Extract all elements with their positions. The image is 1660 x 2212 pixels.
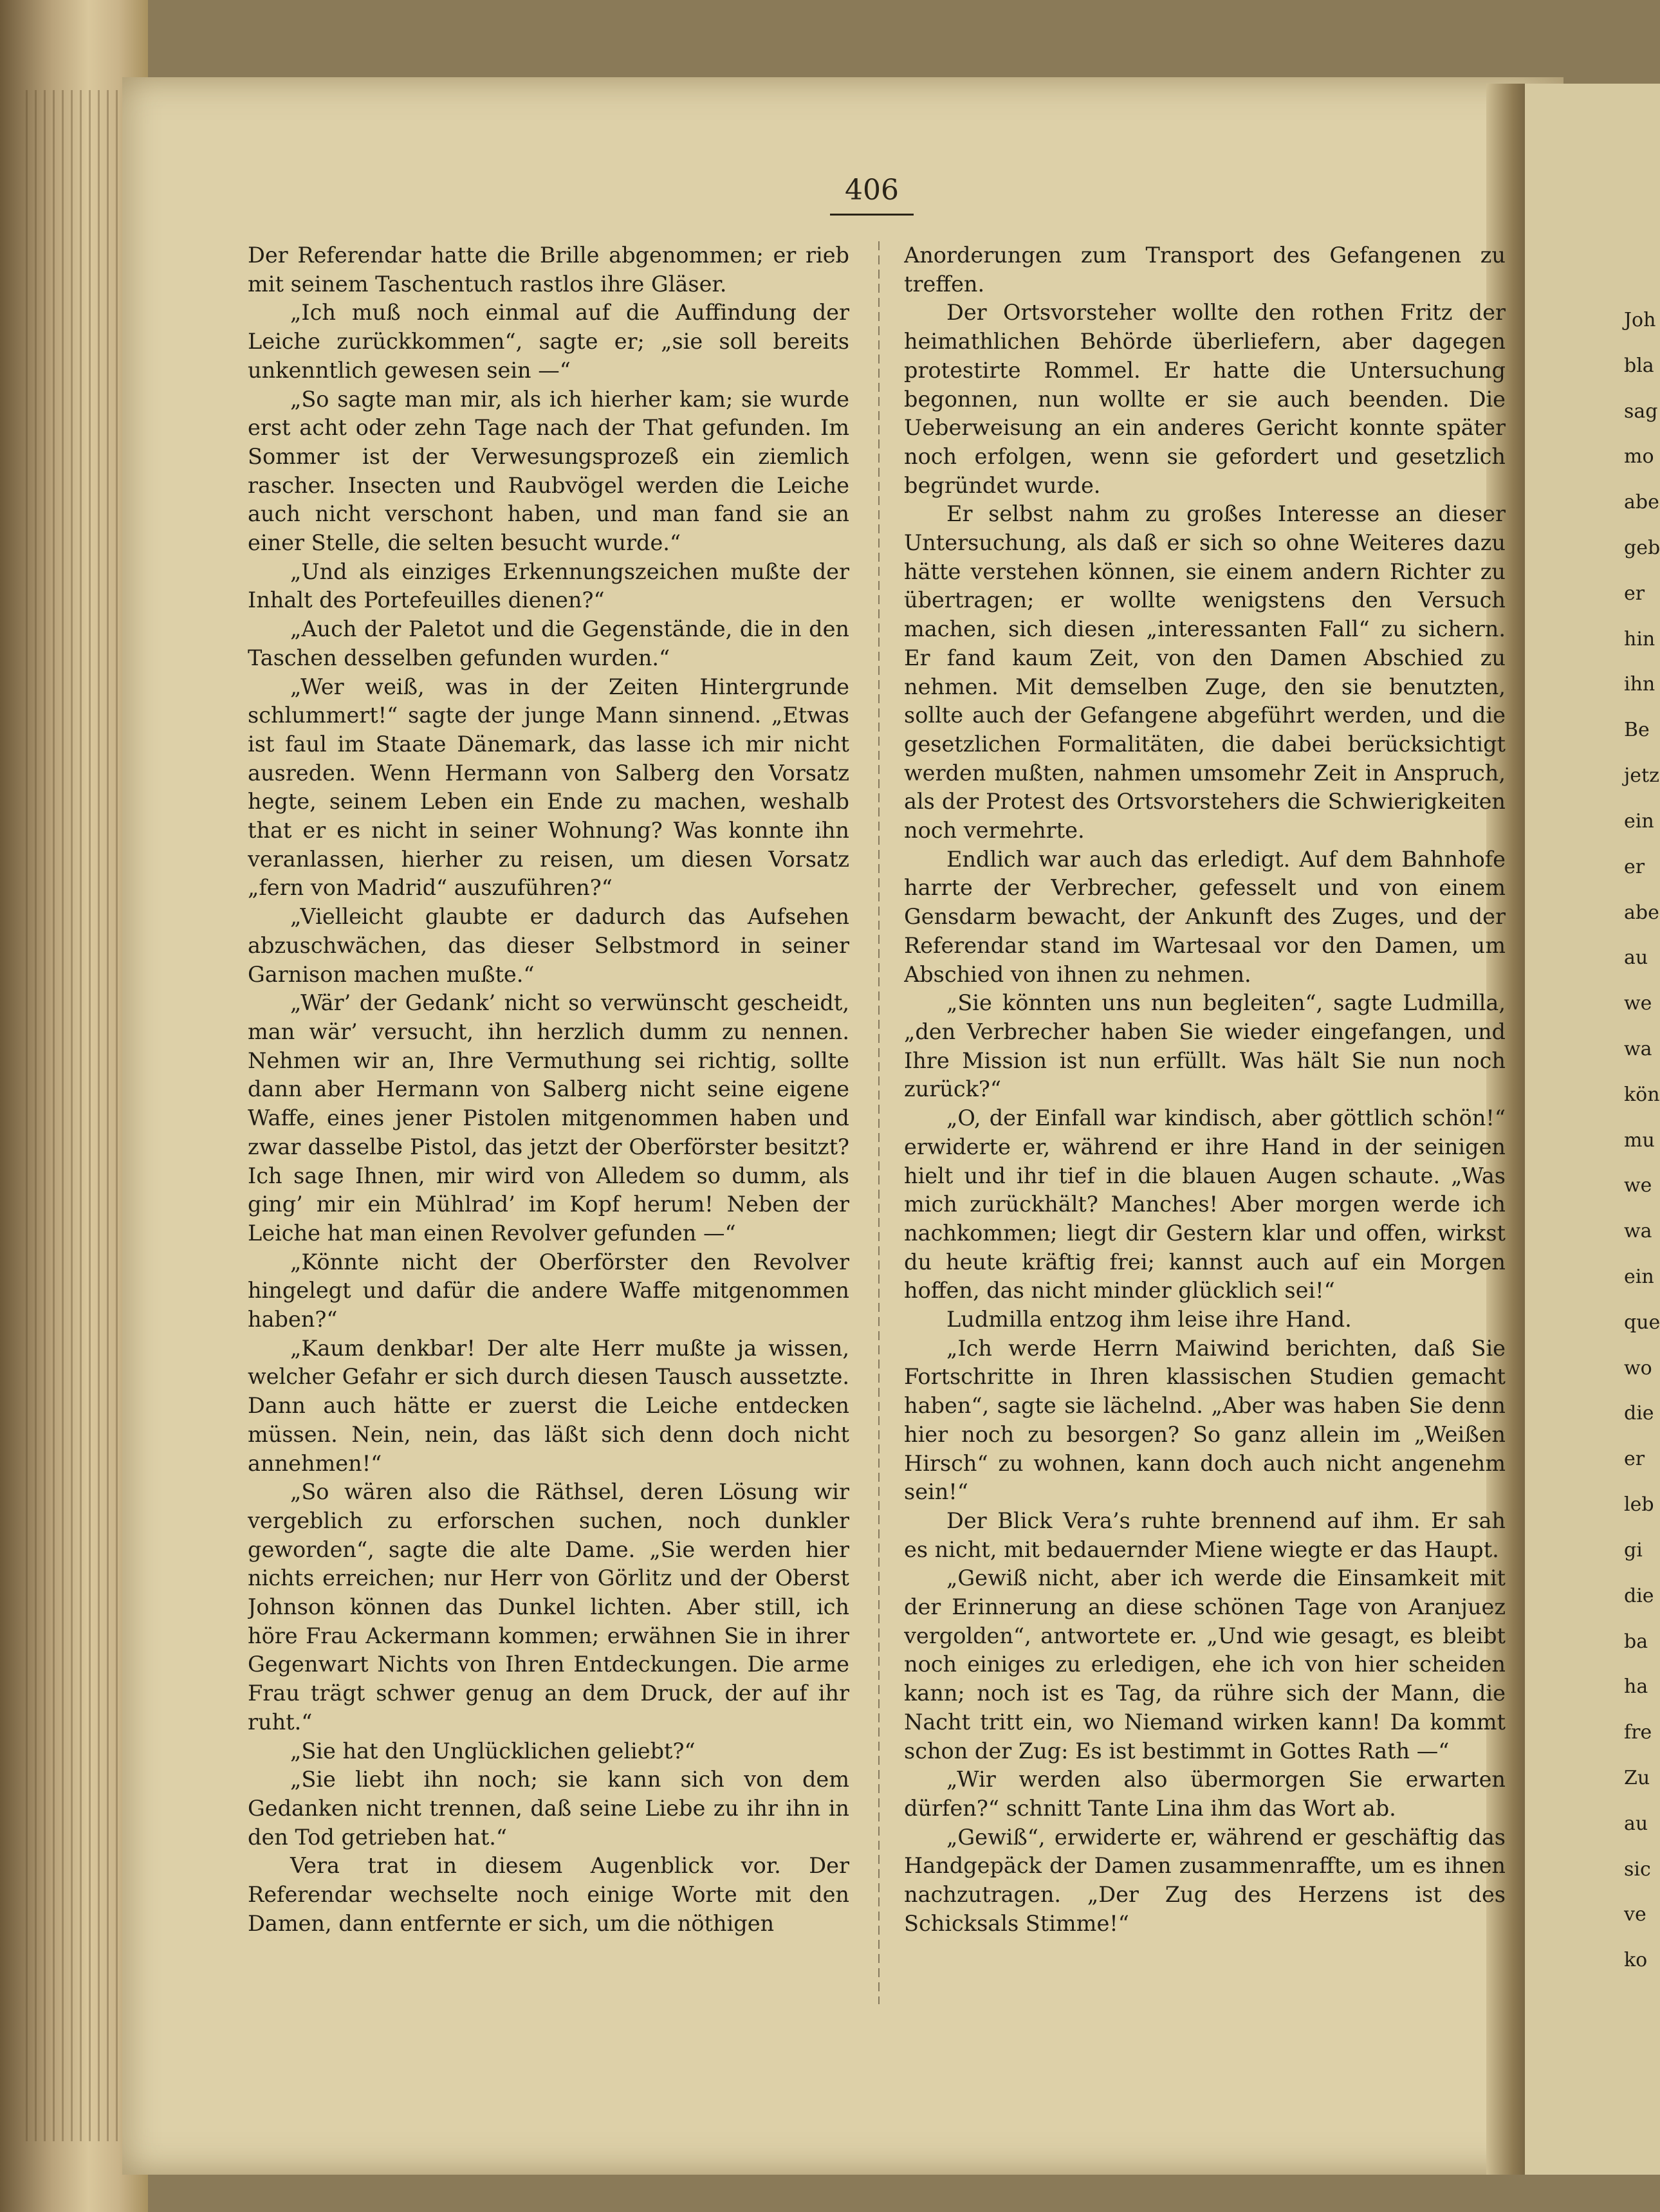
- next-page-fragment: ein: [1624, 810, 1654, 833]
- next-page-fragment: er: [1624, 856, 1645, 878]
- paragraph: „Sie liebt ihn noch; sie kann sich von dem Gedanken nicht trennen, daß seine Liebe zu ihr ihn in den Tod getrieben hat.“: [248, 1767, 849, 1850]
- next-page-fragment: er: [1624, 582, 1645, 605]
- paragraph: „Ich muß noch einmal auf die Auffindung der Leiche zurückkommen“, sagte er; „sie soll bereits unkenntlich gewesen sein —“: [248, 300, 849, 383]
- next-page-fragment: hin: [1624, 628, 1655, 650]
- next-page-fragment: ha: [1624, 1675, 1648, 1698]
- paragraph: „Sie könnten uns nun begleiten“, sagte Ludmilla, „den Verbrecher haben Sie wieder eingefangen, und Ihre Mission ist nun erfüllt. Was hält Sie nun noch zurück?“: [904, 990, 1506, 1102]
- paragraph: Er selbst nahm zu großes Interesse an dieser Untersuchung, als daß er sich so ohne Weiteres dazu hätte verstehen können, sie einem andern Richter zu übertragen; er wollte wenigstens den Versuch machen, sich diesen „interessanten Fall“ zu sichern. Er fand kaum Zeit, von den Damen Abschied zu nehmen. Mit demselben Zuge, den sie benutzten, sollte auch der Gefangene abgeführt werden, und die gesetzlichen Formalitäten, die dabei berücksichtigt werden mußten, nahmen umsomehr Zeit in Anspruch, als der Protest des Ortsvorstehers die Schwierigkeiten noch vermehrte.: [904, 501, 1506, 843]
- paragraph: „O, der Einfall war kindisch, aber göttlich schön!“ erwiderte er, während er ihre Hand in der seinigen hielt und ihr tief in die blauen Augen schaute. „Was mich zurückhält? Manches! Aber morgen werde ich nachkommen; liegt dir Gestern klar und offen, wirkst du heute kräftig frei; kannst auch auf ein Morgen hoffen, das nicht minder glücklich sei!“: [904, 1105, 1506, 1304]
- next-page-fragment: wa: [1624, 1038, 1652, 1060]
- next-page-fragment: fre: [1624, 1721, 1652, 1744]
- paragraph: „Wär’ der Gedank’ nicht so verwünscht gescheidt, man wär’ versucht, ihn herzlich dumm zu nennen. Nehmen wir an, Ihre Vermuthung sei richtig, sollte dann aber Hermann von Salberg nicht seine eigene Waffe, eines jener Pistolen mitgenommen haben und zwar dasselbe Pistol, das jetzt der Oberförster besitzt? Ich sage Ihnen, mir wird von Alledem so dumm, als ging’ mir ein Mühlrad’ im Kopf herum! Neben der Leiche hat man einen Revolver gefunden —“: [248, 990, 849, 1246]
- next-page-fragment: wo: [1624, 1357, 1652, 1379]
- next-page-fragment: au: [1624, 946, 1648, 969]
- paragraph: „Könnte nicht der Oberförster den Revolver hingelegt und dafür die andere Waffe mitgenommen haben?“: [248, 1249, 849, 1332]
- paragraph: Endlich war auch das erledigt. Auf dem Bahnhofe harrte der Verbrecher, gefesselt und von einem Gensdarm bewacht, der Ankunft des Zuges, und der Referendar stand im Wartesaal vor den Damen, um Abschied von ihnen zu nehmen.: [904, 846, 1506, 987]
- next-page-fragment: jetz: [1624, 764, 1659, 787]
- left-text-column: [248, 241, 849, 2152]
- paragraph: „Wer weiß, was in der Zeiten Hintergrunde schlummert!“ sagte der junge Mann sinnend. „Etwas ist faul im Staate Dänemark, das lasse ich mir nicht ausreden. Wenn Hermann von Salberg den Vorsatz hegte, seinem Leben ein Ende zu machen, weshalb that er es nicht in seiner Wohnung? Was konnte ihn veranlassen, hierher zu reisen, um diesen Vorsatz „fern von Madrid“ auszuführen?“: [248, 674, 849, 901]
- next-page-fragment: sic: [1624, 1858, 1651, 1881]
- next-page-fragment: Be: [1624, 719, 1650, 741]
- next-page-fragment: que: [1624, 1311, 1660, 1334]
- paragraph: „So wären also die Räthsel, deren Lösung wir vergeblich zu erforschen suchen, noch dunkler geworden“, sagte die alte Dame. „Sie werden hier nichts erreichen; nur Herr von Görlitz und der Oberst Johnson können das Dunkel lichten. Aber still, ich höre Frau Ackermann kommen; erwähnen Sie in ihrer Gegenwart Nichts von Ihren Entdeckungen. Die arme Frau trägt schwer genug an dem Druck, der auf ihr ruht.“: [248, 1479, 849, 1735]
- next-page-fragment: kön: [1624, 1083, 1660, 1106]
- next-page-fragment: geb: [1624, 537, 1660, 559]
- paragraph: „Sie hat den Unglücklichen geliebt?“: [290, 1738, 696, 1764]
- column-divider: [878, 241, 880, 2004]
- next-page-fragment: gi: [1624, 1539, 1643, 1562]
- right-text-column: [904, 241, 1506, 2152]
- paragraph: Ludmilla entzog ihm leise ihre Hand.: [946, 1307, 1352, 1332]
- page-number: 406: [845, 174, 899, 207]
- paragraph: Der Blick Vera’s ruhte brennend auf ihm. Er sah es nicht, mit bedauernder Miene wiegte er das Haupt.: [904, 1507, 1506, 1562]
- paragraph: Vera trat in diesem Augenblick vor. Der Referendar wechselte noch einige Worte mit den Damen, dann entfernte er sich, um die nöthigen: [248, 1853, 849, 1936]
- next-page-fragment: er: [1624, 1448, 1645, 1470]
- paragraph: „Wir werden also übermorgen Sie erwarten dürfen?“ schnitt Tante Lina ihm das Wort ab.: [904, 1767, 1506, 1821]
- next-page-fragment: ba: [1624, 1630, 1648, 1653]
- next-page-fragment: ko: [1624, 1949, 1648, 1971]
- next-page-fragment: Joh: [1624, 309, 1656, 331]
- paragraph: „Und als einziges Erkennungszeichen mußte der Inhalt des Portefeuilles dienen?“: [248, 558, 849, 613]
- paragraph: Der Referendar hatte die Brille abgenommen; er rieb mit seinem Taschentuch rastlos ihre Gläser.: [248, 243, 849, 297]
- paragraph: „Ich werde Herrn Maiwind berichten, daß Sie Fortschritte in Ihren klassischen Studien gemacht haben“, sagte sie lächelnd. „Aber was haben Sie denn hier noch zu besorgen? So ganz allein im „Weißen Hirsch“ zu wohnen, kann doch auch nicht angenehm sein!“: [904, 1335, 1506, 1505]
- next-page-fragment: bla: [1624, 355, 1654, 377]
- paragraph: Anorderungen zum Transport des Gefangenen zu treffen.: [904, 243, 1506, 297]
- next-page-fragment: Zu: [1624, 1767, 1650, 1789]
- next-page-fragment: abe: [1624, 491, 1659, 513]
- next-page-fragment: die: [1624, 1402, 1654, 1424]
- next-page-fragment: sag: [1624, 400, 1658, 423]
- paragraph: „Auch der Paletot und die Gegenstände, die in den Taschen desselben gefunden wurden.“: [248, 616, 849, 670]
- paragraph: „Gewiß“, erwiderte er, während er geschäftig das Handgepäck der Damen zusammenraffte, um es ihnen nachzutragen. „Der Zug des Herzens ist des Schicksals Stimme!“: [904, 1824, 1506, 1936]
- next-page-fragment: au: [1624, 1812, 1648, 1835]
- next-page-fragment: abe: [1624, 901, 1659, 924]
- paragraph: Der Ortsvorsteher wollte den rothen Fritz der heimathlichen Behörde überliefern, aber dagegen protestirte Rommel. Er hatte die Untersuchung begonnen, nun wollte er sie auch beenden. Die Ueberweisung an ein anderes Gericht konnte später noch erfolgen, wenn sie gefordert und gesetzlich begründet wurde.: [904, 300, 1506, 498]
- next-page-fragment: we: [1624, 1174, 1652, 1197]
- next-page-fragment: we: [1624, 992, 1652, 1015]
- paragraph: „Gewiß nicht, aber ich werde die Einsamkeit mit der Erinnerung an diese schönen Tage von Aranjuez vergolden“, antwortete er. „Und wie gesagt, es bleibt noch einiges zu erledigen, ehe ich von hier scheiden kann; noch ist es Tag, da rühre sich der Mann, die Nacht tritt ein, wo Niemand wirken kann! Da kommt schon der Zug: Es ist bestimmt in Gottes Rath —“: [904, 1565, 1506, 1764]
- next-page-text-fragments: [1615, 309, 1660, 1995]
- next-page-fragment: ve: [1624, 1903, 1646, 1926]
- next-page-fragment: mo: [1624, 445, 1654, 468]
- paragraph: „Vielleicht glaubte er dadurch das Aufsehen abzuschwächen, das dieser Selbstmord in seiner Garnison machen mußte.“: [248, 904, 849, 987]
- next-page-fragment: die: [1624, 1585, 1654, 1607]
- next-page-fragment: mu: [1624, 1129, 1655, 1152]
- paragraph: „So sagte man mir, als ich hierher kam; sie wurde erst acht oder zehn Tage nach der That gefunden. Im Sommer ist der Verwesungsprozeß ein ziemlich rascher. Insecten und Raubvögel werden die Leiche auch nicht verschont haben, und man fand sie an einer Stelle, die selten besucht wurde.“: [248, 386, 849, 556]
- next-page-fragment: ihn: [1624, 673, 1655, 696]
- next-page-fragment: wa: [1624, 1220, 1652, 1242]
- paragraph: „Kaum denkbar! Der alte Herr mußte ja wissen, welcher Gefahr er sich durch diesen Tausch aussetzte. Dann auch hätte er zuerst die Leiche entdecken müssen. Nein, nein, das läßt sich denn doch nicht annehmen!“: [248, 1335, 849, 1476]
- page-number-rule: [830, 214, 914, 216]
- next-page-fragment: leb: [1624, 1493, 1654, 1516]
- next-page-fragment: ein: [1624, 1266, 1654, 1288]
